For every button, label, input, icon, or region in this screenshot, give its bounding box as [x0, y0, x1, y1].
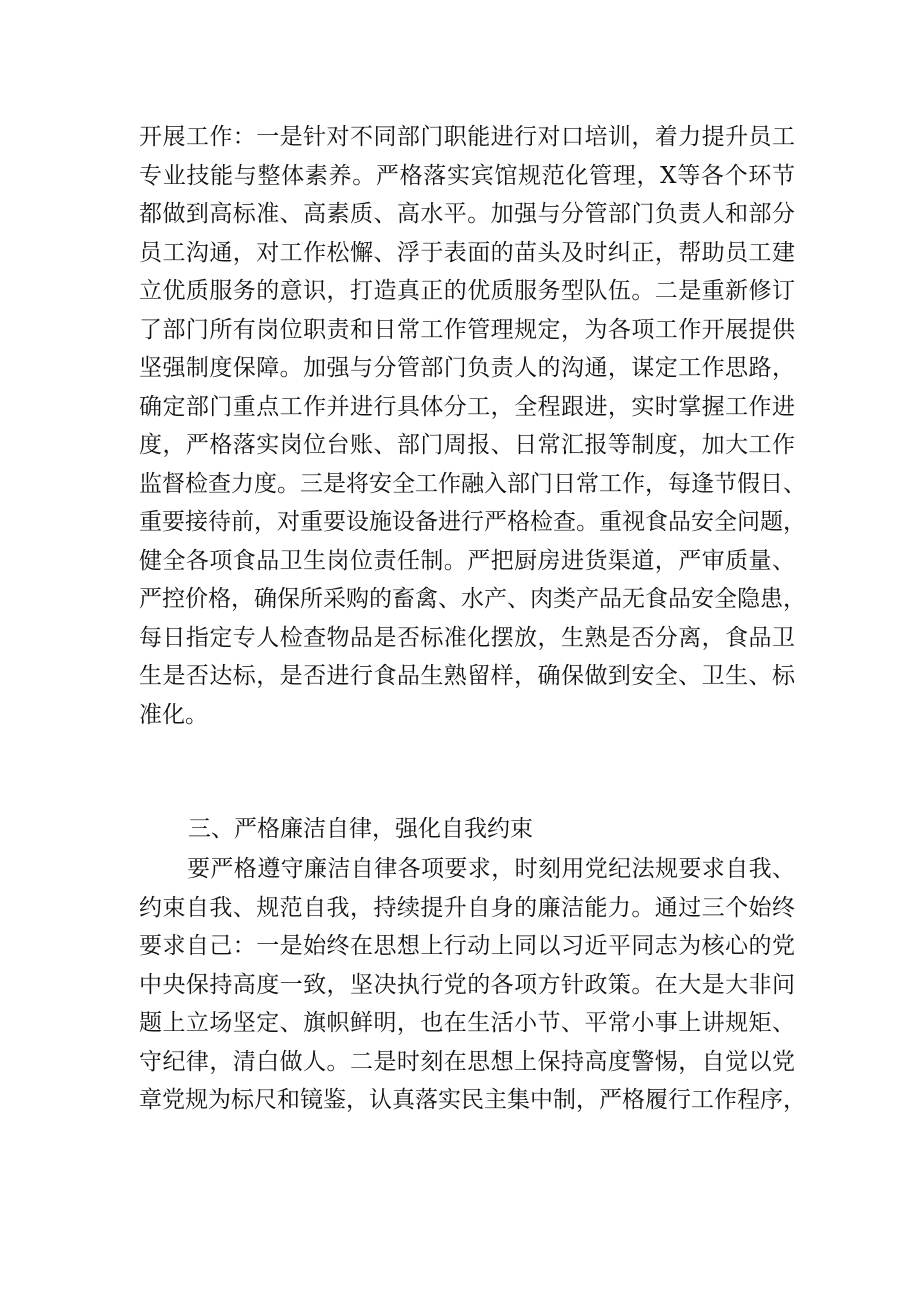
text-line: 每日指定专人检查物品是否标准化摆放，生熟是否分离，食品卫: [139, 624, 795, 651]
text-line: 员工沟通，对工作松懈、浮于表面的苗头及时纠正，帮助员工建: [139, 239, 795, 266]
text-line: 开展工作：一是针对不同部门职能进行对口培训，着力提升员工: [139, 124, 795, 150]
text-line: 约束自我、规范自我，持续提升自身的廉洁能力。通过三个始终: [139, 894, 795, 921]
text-line: 重要接待前，对重要设施设备进行严格检查。重视食品安全问题，: [139, 509, 806, 535]
text-line: 要求自己：一是始终在思想上行动上同以习近平同志为核心的党: [139, 933, 795, 959]
text-line: 准化。: [139, 701, 208, 728]
text-line: 立优质服务的意识，打造真正的优质服务型队伍。二是重新修订: [139, 278, 795, 304]
paragraph-self-discipline: [139, 850, 806, 1120]
text-line: 严控价格，确保所采购的畜禽、水产、肉类产品无食品安全隐患，: [139, 586, 806, 612]
paragraph-work-measures: [139, 118, 806, 734]
section-heading: 三、严格廉洁自律，强化自我约束: [188, 816, 533, 842]
text-line: 健全各项食品卫生岗位责任制。严把厨房进货渠道，严审质量、: [139, 547, 795, 574]
text-line: 章党规为标尺和镜鉴，认真落实民主集中制，严格履行工作程序，: [139, 1087, 806, 1113]
text-line: 确定部门重点工作并进行具体分工，全程跟进，实时掌握工作进: [139, 393, 795, 420]
text-line: 生是否达标，是否进行食品生熟留样，确保做到安全、卫生、标: [139, 663, 795, 689]
text-line: 坚强制度保障。加强与分管部门负责人的沟通，谋定工作思路，: [139, 355, 795, 381]
text-line: 了部门所有岗位职责和日常工作管理规定，为各项工作开展提供: [139, 316, 795, 343]
text-line: 监督检查力度。三是将安全工作融入部门日常工作，每逢节假日、: [139, 470, 806, 497]
text-line: 专业技能与整体素养。严格落实宾馆规范化管理，X等各个环节: [139, 162, 795, 189]
text-line: 中央保持高度一致，坚决执行党的各项方针政策。在大是大非问: [139, 971, 795, 998]
text-line: 要严格遵守廉洁自律各项要求，时刻用党纪法规要求自我、: [187, 856, 795, 882]
text-line: 都做到高标准、高素质、高水平。加强与分管部门负责人和部分: [139, 201, 795, 227]
text-line: 题上立场坚定、旗帜鲜明，也在生活小节、平常小事上讲规矩、: [139, 1010, 795, 1036]
text-line: 度，严格落实岗位台账、部门周报、日常汇报等制度，加大工作: [139, 432, 795, 458]
text-line: 守纪律，清白做人。二是时刻在思想上保持高度警惕，自觉以党: [139, 1048, 795, 1075]
